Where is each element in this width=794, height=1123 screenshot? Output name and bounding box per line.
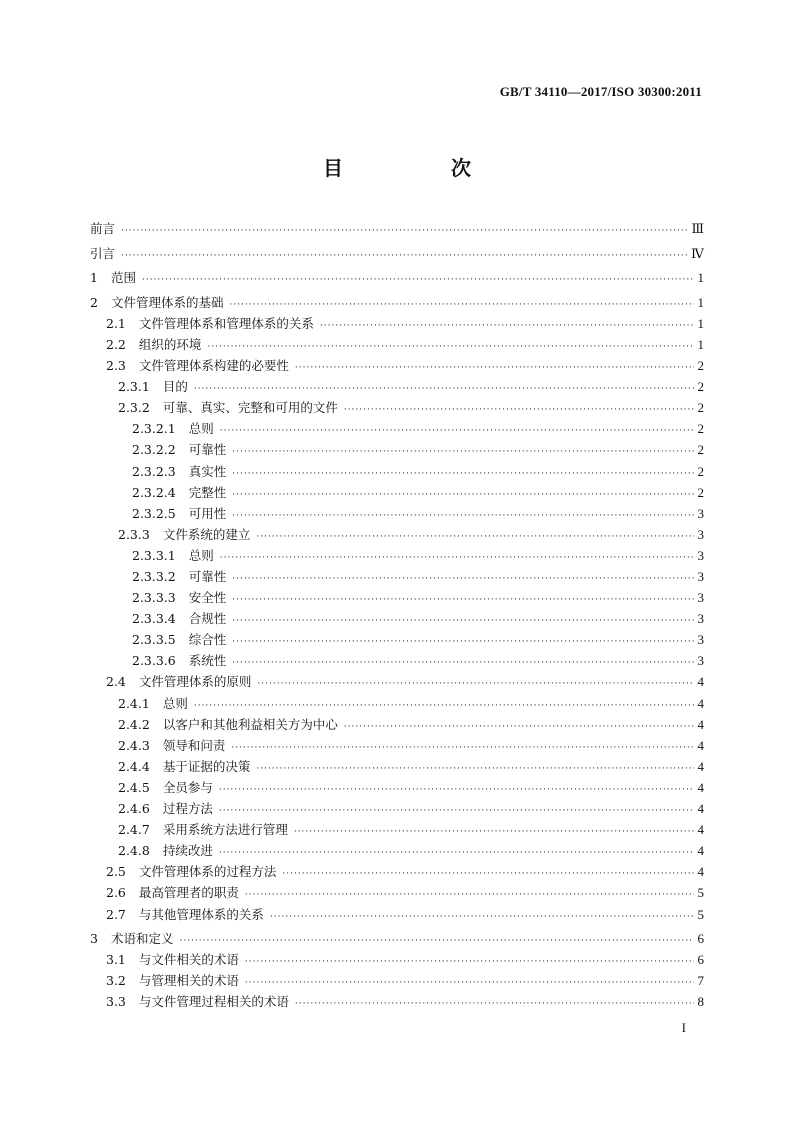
toc-leader-dots xyxy=(220,421,694,442)
toc-entry-page: 4 xyxy=(697,737,704,753)
toc-entry-number: 2.7 xyxy=(106,906,126,922)
toc-entry-number: 2.2 xyxy=(106,336,126,352)
toc-entry-label: 文件管理体系和管理体系的关系 xyxy=(138,315,314,331)
toc-entry-page: 3 xyxy=(697,653,704,669)
toc-entry-page: 6 xyxy=(697,931,704,947)
toc-entry-label: 文件管理体系的原则 xyxy=(138,674,252,690)
toc-leader-dots xyxy=(232,506,693,527)
toc-leader-dots xyxy=(344,400,694,421)
toc-entry-label: 以客户和其他利益相关方为中心 xyxy=(162,716,338,732)
toc-leader-dots xyxy=(179,931,693,952)
toc-entry-label: 可靠性 xyxy=(188,569,227,584)
toc-entry[interactable] xyxy=(90,777,704,798)
toc-entry[interactable] xyxy=(90,243,704,264)
toc-entry-page: 4 xyxy=(697,864,704,880)
toc-entry-label: 总则 xyxy=(162,695,188,711)
toc-entry-page: 5 xyxy=(697,885,704,901)
toc-entry-number: 2.3.2.3 xyxy=(132,463,176,479)
toc-entry-label: 安全性 xyxy=(188,590,227,606)
toc-entry[interactable] xyxy=(90,292,704,313)
toc-entry-page: 3 xyxy=(697,611,704,627)
toc-entry-number: 2.4.3 xyxy=(118,737,150,753)
toc-entry-label: 术语和定义 xyxy=(110,931,174,947)
toc-leader-dots xyxy=(121,221,687,242)
toc-entry-label: 总则 xyxy=(188,547,214,563)
toc-entry[interactable] xyxy=(90,545,704,566)
toc-entry-number: 2.3.3.6 xyxy=(132,653,176,669)
toc-entry-label: 与文件管理过程相关的术语 xyxy=(138,994,289,1010)
toc-leader-dots xyxy=(219,780,694,801)
toc-entry-page: 4 xyxy=(697,716,704,732)
toc-entry-page: 3 xyxy=(697,505,704,521)
toc-entry-label: 合规性 xyxy=(188,611,227,627)
toc-entry-label: 与其他管理体系的关系 xyxy=(138,906,264,922)
toc-entry[interactable] xyxy=(90,608,704,629)
toc-entry-number: 2.3 xyxy=(106,358,126,374)
toc-entry-page: 3 xyxy=(697,547,704,563)
toc-entry-label: 文件管理体系的过程方法 xyxy=(138,864,277,880)
toc-entry[interactable] xyxy=(90,461,704,482)
toc-leader-dots xyxy=(245,973,694,994)
toc-entry-page: 7 xyxy=(697,973,704,989)
toc-entry[interactable] xyxy=(90,819,704,840)
toc-entry-label: 与文件相关的术语 xyxy=(138,952,239,968)
toc-entry-page: 2 xyxy=(697,400,704,416)
toc-leader-dots xyxy=(270,907,694,928)
toc-entry-label: 综合性 xyxy=(188,632,227,648)
toc-entry[interactable] xyxy=(90,313,704,334)
toc-entry[interactable] xyxy=(90,524,704,545)
toc-leader-dots xyxy=(295,994,694,1015)
toc-leader-dots xyxy=(219,801,694,822)
toc-entry-page: 4 xyxy=(697,779,704,795)
toc-entry[interactable] xyxy=(90,970,704,991)
toc-entry-number: 2.3.2 xyxy=(118,400,150,416)
toc-leader-dots xyxy=(231,738,693,759)
toc-entry[interactable] xyxy=(90,798,704,819)
toc-entry-number: 2.4.7 xyxy=(118,822,150,838)
toc-entry-page: 2 xyxy=(697,484,704,500)
toc-entry[interactable] xyxy=(90,650,704,671)
toc-leader-dots xyxy=(256,759,693,780)
toc-entry-number: 2.4.5 xyxy=(118,779,150,795)
toc-entry-page: 4 xyxy=(697,674,704,690)
toc-entry[interactable] xyxy=(90,904,704,925)
toc-entry[interactable] xyxy=(90,503,704,524)
toc-leader-dots xyxy=(232,632,693,653)
toc-entry-number: 3.2 xyxy=(106,973,126,989)
toc-entry-number: 2 xyxy=(90,294,98,310)
toc-entry-number: 2.4.2 xyxy=(118,716,150,732)
toc-entry[interactable] xyxy=(90,376,704,397)
toc-entry[interactable] xyxy=(90,882,704,903)
toc-entry-label: 完整性 xyxy=(188,484,227,500)
toc-leader-dots xyxy=(219,843,694,864)
toc-entry[interactable] xyxy=(90,218,704,239)
toc-entry-number: 2.4.4 xyxy=(118,758,150,774)
toc-entry-label: 领导和问责 xyxy=(162,737,226,753)
toc-entry[interactable] xyxy=(90,482,704,503)
toc-entry-page: 3 xyxy=(697,569,704,584)
toc-entry-label: 真实性 xyxy=(188,463,227,479)
toc-entry-page: 4 xyxy=(697,801,704,817)
toc-entry-number: 2.5 xyxy=(106,864,126,880)
toc-entry-label: 范围 xyxy=(110,270,136,286)
toc-entry-number: 2.4.1 xyxy=(118,695,150,711)
toc-entry[interactable] xyxy=(90,629,704,650)
toc-entry-number: 2.3.2.5 xyxy=(132,505,176,521)
toc-entry[interactable] xyxy=(90,418,704,439)
toc-entry[interactable] xyxy=(90,671,704,692)
page-number: I xyxy=(681,1020,686,1035)
toc-entry-page: 2 xyxy=(697,358,704,374)
toc-leader-dots xyxy=(142,270,694,291)
toc-leader-dots xyxy=(295,358,694,379)
toc-entry[interactable] xyxy=(90,566,704,587)
toc-entry-number: 3 xyxy=(90,931,98,947)
toc-entry[interactable] xyxy=(90,397,704,418)
toc-entry-number: 2.4 xyxy=(106,674,126,690)
toc-entry[interactable] xyxy=(90,928,704,949)
toc-entry-page: 2 xyxy=(697,442,704,458)
toc-leader-dots xyxy=(232,590,693,611)
toc-leader-dots xyxy=(320,316,694,337)
toc-entry-number: 2.3.2.2 xyxy=(132,442,176,458)
toc-entry[interactable] xyxy=(90,949,704,970)
toc-entry-number: 2.3.3 xyxy=(118,526,150,542)
toc-entry-label: 持续改进 xyxy=(162,843,213,859)
toc-leader-dots xyxy=(257,674,693,695)
toc-entry[interactable] xyxy=(90,735,704,756)
toc-entry[interactable] xyxy=(90,840,704,861)
toc-entry-label: 最高管理者的职责 xyxy=(138,885,239,901)
toc-entry[interactable] xyxy=(90,991,704,1012)
toc-leader-dots xyxy=(245,952,694,973)
toc-entry-page: 1 xyxy=(697,294,704,310)
toc-leader-dots xyxy=(232,485,693,506)
toc-leader-dots xyxy=(232,464,693,485)
toc-leader-dots xyxy=(344,717,694,738)
toc-entry-page: 4 xyxy=(697,843,704,859)
toc-entry-number: 1 xyxy=(90,270,98,286)
toc-entry-page: 4 xyxy=(697,695,704,711)
toc-entry-number: 2.4.8 xyxy=(118,843,150,859)
toc-entry-label: 可用性 xyxy=(188,505,227,521)
toc-entry-number: 2.3.3.5 xyxy=(132,632,176,648)
toc-leader-dots xyxy=(245,885,694,906)
toc-entry-page: 3 xyxy=(697,632,704,648)
toc-leader-dots xyxy=(232,611,693,632)
toc-entry-page: 1 xyxy=(697,270,704,286)
toc-entry-page: 4 xyxy=(697,758,704,774)
toc-entry-number: 2.3.2.4 xyxy=(132,484,176,500)
toc-entry[interactable] xyxy=(90,355,704,376)
toc-entry-label: 过程方法 xyxy=(162,801,213,817)
toc-entry[interactable] xyxy=(90,334,704,355)
toc-entry[interactable] xyxy=(90,861,704,882)
toc-entry-label: 组织的环境 xyxy=(138,336,202,352)
toc-entry-label: 可靠性 xyxy=(188,442,227,458)
toc-entry-page: 4 xyxy=(697,822,704,838)
toc-entry-page: 1 xyxy=(697,315,704,331)
toc-entry-label: 全员参与 xyxy=(162,779,213,795)
toc-leader-dots xyxy=(282,864,693,885)
toc-entry[interactable] xyxy=(90,714,704,735)
toc-entry-number: 2.6 xyxy=(106,885,126,901)
toc-entry[interactable] xyxy=(90,756,704,777)
toc-entry-label: 引言 xyxy=(90,245,116,261)
toc-entry-label: 采用系统方法进行管理 xyxy=(162,822,288,838)
toc-entry-page: 6 xyxy=(697,952,704,968)
toc-entry-label: 可靠、真实、完整和可用的文件 xyxy=(162,400,338,416)
toc-leader-dots xyxy=(121,246,687,267)
toc-leader-dots xyxy=(232,442,693,463)
toc-entry-number: 2.3.3.4 xyxy=(132,611,176,627)
toc-entry-page: 2 xyxy=(697,463,704,479)
standard-code: GB/T 34110—2017/ISO 30300:2011 xyxy=(499,84,702,99)
toc-entry-number: 2.3.3.1 xyxy=(132,547,176,563)
toc-entry-number: 2.4.6 xyxy=(118,801,150,817)
toc-entry-label: 文件系统的建立 xyxy=(162,526,251,542)
toc-entry-label: 总则 xyxy=(188,421,214,437)
toc-leader-dots xyxy=(256,527,693,548)
toc-entry-label: 文件管理体系的基础 xyxy=(110,294,224,310)
toc-entry-page: 1 xyxy=(697,336,704,352)
toc-entry-number: 2.3.3.2 xyxy=(132,569,176,584)
toc-entry-page: 8 xyxy=(697,994,704,1010)
toc-entry-page: 2 xyxy=(697,379,704,395)
toc-leader-dots xyxy=(232,653,693,674)
toc-entry-page: Ⅳ xyxy=(691,245,704,261)
toc-entry-label: 基于证据的决策 xyxy=(162,758,251,774)
toc-entry-page: 3 xyxy=(697,590,704,606)
toc-entry-label: 目的 xyxy=(162,379,188,395)
toc-entry-number: 2.3.2.1 xyxy=(132,421,176,437)
toc-entry[interactable] xyxy=(90,693,704,714)
toc-entry-page: 2 xyxy=(697,421,704,437)
toc-entry-label: 文件管理体系构建的必要性 xyxy=(138,358,289,374)
toc-entry-number: 2.3.1 xyxy=(118,379,150,395)
toc-leader-dots xyxy=(220,548,694,569)
toc-entry-number: 3.3 xyxy=(106,994,126,1010)
toc-entry[interactable] xyxy=(90,267,704,288)
toc-entry-page: 3 xyxy=(697,526,704,542)
toc-entry-label: 前言 xyxy=(90,221,116,236)
toc-leader-dots xyxy=(232,569,693,590)
toc-entry[interactable] xyxy=(90,439,704,460)
toc-entry-number: 3.1 xyxy=(106,952,126,968)
toc-entry[interactable] xyxy=(90,587,704,608)
table-of-contents xyxy=(90,218,704,1012)
toc-entry-page: 5 xyxy=(697,906,704,922)
toc-entry-label: 系统性 xyxy=(188,653,227,669)
toc-entry-label: 与管理相关的术语 xyxy=(138,973,239,989)
toc-entry-page: Ⅲ xyxy=(691,221,704,236)
toc-entry-number: 2.1 xyxy=(106,315,126,331)
page-title: 目 次 xyxy=(323,156,515,180)
toc-leader-dots xyxy=(294,822,694,843)
toc-entry-number: 2.3.3.3 xyxy=(132,590,176,606)
